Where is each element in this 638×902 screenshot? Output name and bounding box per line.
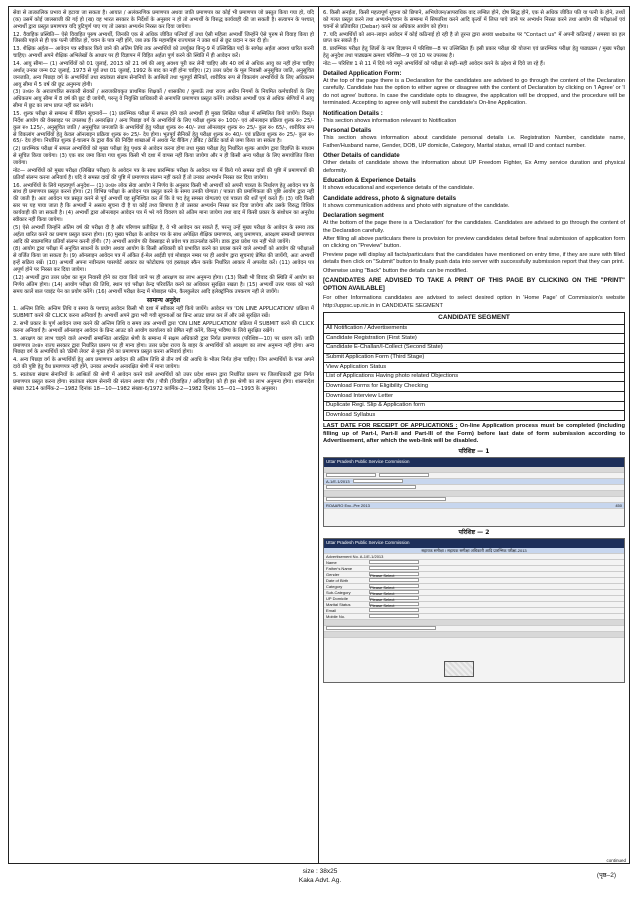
table-row[interactable]: Download Forms for Eligibility Checking [324, 382, 625, 392]
personal-title: Personal Details [323, 127, 372, 135]
captcha-image [444, 661, 474, 677]
item-8: 8. प्रारम्भिक परीक्षा हेतु जिलों के नाम विज्ञापन में परिशिष्ट—8 पर उल्लिखित हैं। इसी प्रकार परीक्षा की योजना एवं प्रारम्भिक परीक्षा हेतु पाठ्यक्रम / मुख्य परीक्षा हेतु अनुदेश तथा पाठ्यक्रम क्रमशः परिशिष्ट—9 एवं 10 पर उपलब्ध है। [323, 46, 625, 60]
table-row[interactable]: Duplicate Regi. Slip & Application form [324, 401, 625, 411]
item-7: 7. यदि अभ्यर्थियों को आन–लाइन आवेदन में कोई कठिनाई हो रही है तो तुरन्त द्वारा अथवा website पर "Contact us" में अपनी कठिनाई / समस्या का हल प्राप्त कर सकते हैं। [323, 31, 625, 45]
table-row[interactable]: Candidate Registration (First State) [324, 334, 625, 344]
item-16b: (5) ऐसे अभ्यर्थी जिन्होंने अंतिम वर्ष की परीक्षा दी है और परिणाम प्रतीक्षित है, वे भी आवेदन कर सकते हैं, परन्तु उन्हें मुख्य परीक्षा के आवेदन के समय तक अर्हता धारित करने का प्रमाण प्रस्तुत करना होगा। (6) मुख्य परीक्षा के आवेदन पत्र के साथ अपेक्षित शैक्षिक प्रमाणपत्र, आयु प्रमाणपत्र, आरक्षण सम्बन्धी प्रमाणपत्र आदि की स्वप्रमाणित प्रतियाँ संलग्न करनी होंगी। (7) अभ्यर्थी आयोग की वेबसाइट से प्रवेश पत्र डाउनलोड करेंगे। डाक द्वारा प्रवेश पत्र नहीं भेजे जायेंगे। [13, 224, 314, 245]
item-15c: नोट— अभ्यर्थियों को मुख्य परीक्षा (लिखित परीक्षा) के आवेदन पत्र के साथ प्रारम्भिक परीक्षा के आवेदन पत्र में किये गये समस्त दावों की पुष्टि में प्रमाणपत्रों की प्रतियाँ संलग्न करना अनिवार्य है। यदि वे समस्त दावों की पुष्टि में प्रमाणपत्र संलग्न नहीं करते हैं तो उनका अभ्यर्थन निरस्त कर दिया जायेगा। [13, 167, 314, 181]
annexure-1-title: परिशिष्ट — 1 [458, 447, 490, 455]
item-15: 15. शुल्क परीक्षा से सम्बन्ध में बैंकिग सूचनायें— (1) प्रारम्भिक परीक्षा में सफल होने वाले अभ्यर्थी ही मुख्य लिखित परीक्षा में सम्मिलित किये जायेंगे। विस्तृत निर्देश आयोग की वेबसाइट पर उपलब्ध हैं। अनारक्षित / अन्य पिछड़ा वर्ग के अभ्यर्थियों के लिए परीक्षा शुल्क रु० 100/- एवं ऑनलाइन प्रक्रिया शुल्क रु० 25/- कुल रु० 125/-, अनुसूचित जाति / अनुसूचित जनजाति के अभ्यर्थियों हेतु परीक्षा शुल्क रु० 40/- तथा ऑनलाइन शुल्क रु० 25/- कुल रु० 65/-, शारीरिक रूप से विकलांग अभ्यर्थियों हेतु केवल ऑनलाइन प्रक्रिया शुल्क रु० 25/- देय होगा। भूतपूर्व सैनिकों हेतु परीक्षा शुल्क रु० 40/- एवं प्रक्रिया शुल्क रु० 25/- कुल रु० 65/- देय होगा। निर्धारित शुल्क ई-चालान के द्वारा बैंक की निर्दिष्ट शाखाओं में अथवा नेट बैंकिंग / डेबिट / क्रेडिट कार्ड से जमा किया जा सकता है। [13, 111, 314, 145]
detailed-form-text: At the top of the page there is a Declaration for the candidates are advised to go through the content of the Declaration carefully. Candidate has the option to either agree or disagree with the content of Declaration by clicking on 'I Agree' or 'I do not agree' buttons. In case the candidate opts to disagree, the application will be dropped, and the procedure will be terminated. Accepting to agree only will submit the candidate's On-line Application. [323, 78, 625, 107]
candidate-segment-table [323, 312, 625, 421]
other-details-title: Other Details of candidate [323, 152, 400, 160]
item-12: 12. वैवाहिक प्रस्थिति— ऐसे विवाहित पुरुष अभ्यर्थी, जिनकी एक से अधिक जीवित पत्नियाँ हों तथा ऐसी महिला अभ्यर्थी जिन्होंने ऐसे पुरुष से विवाह किया हो जिसकी पहले से ही एक पत्नी जीवित हो, चयन के पात्र नहीं होंगे, जब तक कि महामहिम राज्यपाल ने उक्त शर्त से छूट प्रदान न कर दी हो। [13, 31, 314, 45]
declaration-title: Declaration segment [323, 212, 384, 220]
personal-text: This section shows information about candidate personal details i.e. Registration Number, candidate name, Father/Husband name, Gender, DOB, UP domicile, Category, Marital status, email ID and contact number. [323, 135, 625, 149]
table-row[interactable]: Download Syllabus [324, 411, 625, 421]
table-row[interactable]: List of Applications Having photo related Objections [324, 372, 625, 382]
annexure-2-screenshot: Uttar Pradesh Public Service Commission सहायक समीक्षा / सहायक समीक्षा अधिकारी आदि प्रारम्भिक परीक्षा-2013 Advertisement No. A-1/E-1/2013 Name Father's Name Gender Please Select Date of Birth Category Please Select Sub-Category Please Select UP Domicile Please Select Marital Status Please Select Email Mobile No. [323, 538, 625, 683]
item-14: 14. आयु सीमा— (1) अभ्यर्थियों को 01 जुलाई, 2013 को 21 वर्ष की आयु अवश्य पूरी कर लेनी चाहिए और 40 वर्ष से अधिक आयु का नहीं होना चाहिए अर्थात् उनका जन्म 02 जुलाई, 1973 से पूर्व तथा 01 जुलाई, 1992 के बाद का नहीं होना चाहिए। (2) उत्तर प्रदेश के मूल निवासी अनुसूचित जाति, अनुसूचित जनजाति, अन्य पिछड़ा वर्ग के अभ्यर्थियों तथा स्वतंत्रता संग्राम सेनानियों के आश्रितों तथा भूतपूर्व सैनिकों, शारीरिक रूप से विकलांग अभ्यर्थियों के लिए अधिकतम आयु सीमा में 5 वर्ष की छूट अनुमन्य होगी। [13, 61, 314, 88]
table-row[interactable]: Download Interview Letter [324, 392, 625, 402]
notification-text: This section shows information relevant to Notification [323, 117, 457, 124]
footer [0, 868, 638, 898]
exam-fee: 450 [615, 502, 622, 508]
item-6: 6. किसी अनर्हता, किसी महत्वपूर्ण सूचना को छिपाने, अभियोजन/आपराधिक वाद लम्बित होने, दोष सिद्ध होने, एक से अधिक जीवित पति या पत्नी के होने, तथ्यों को गलत प्रस्तुत करने तथा अभ्यर्थन/चयन के सम्बन्ध में सिफारिश करने आदि कृत्यों में लिप्त पाये जाने पर अभ्यर्थन निरस्त करने तथा आयोग की परीक्षाओं एवं चयनों से प्रतिवारित (Debar) करने का अधिकार आयोग को होगा। [323, 10, 625, 30]
candidate-address-text: It shows communication address and photo with signature of the candidate. [323, 202, 510, 209]
item-14b: (3) उ०प्र० के अराजपत्रित सरकारी सेवकों / अराजकीयकृत प्राथमिक शिक्षकों / शासकीय / कुमाऊँ तथा राज्य अधीन निगमों के नियमित कर्मचारियों के लिए अधिकतम आयु सीमा में 8 वर्ष की छूट दी जायेगी, परन्तु वे नियुक्ति प्राधिकारी से अनापत्ति प्रमाणपत्र प्रस्तुत करेंगे। उपरोक्त अभ्यर्थी एक से अधिक श्रेणियों में आयु सीमा में छूट का लाभ प्राप्त नहीं कर सकेंगे। [13, 89, 314, 110]
note: नोट:— परिशिष्ट 1 से 11 में दिये गये नमूने अभ्यर्थियों को परीक्षा से सही–सही आवेदन करने के उद्देश्य से दिये जा रहे हैं। [323, 61, 545, 68]
general-instructions-title: सामान्य अनुदेश [146, 297, 181, 305]
education-title: Education & Experience Details [323, 177, 416, 184]
table-row[interactable]: Candidate E-Challan/I-Collect (Second State) [324, 343, 625, 353]
general-4: 4. अन्य पिछड़ा वर्ग के अभ्यर्थियों हेतु आय प्रमाणपत्र आवेदन की अंतिम तिथि से तीन वर्ष की अवधि के भीतर निर्गत होना चाहिए। जिन अभ्यर्थियों के पास अपने दावे की पुष्टि हेतु वैध प्रमाणपत्र नहीं होंगे, उनका अभ्यर्थन अनारक्षित श्रेणी में माना जायेगा। [13, 357, 314, 371]
notification-title: Notification Details : [323, 109, 383, 117]
advt-number: Advertisement No. A-1/E-1/2013 [324, 554, 624, 560]
preview-text: Preview page will display all facts/particulars that the candidates have mentioned on entry time, if they are sure with filled details then click on "Submit" button to finally push data into server with successfully submission report that they can print. [323, 251, 625, 266]
detailed-form-title: Detailed Application Form: [323, 69, 402, 77]
table-row[interactable]: Submit Application Form (Third Stage) [324, 353, 625, 363]
item-16c: (8) आयोग द्वारा परीक्षा में अनुचित साधनों के प्रयोग अथवा आयोग के किसी अधिकारी को प्रभावित करने का प्रयास करने वाले अभ्यर्थी को आयोग की परीक्षाओं से वर्जित किया जा सकता है। (9) ऑनलाइन आवेदन पत्र में अंकित ई-मेल आईडी एवं मोबाइल नम्बर पर ही आयोग द्वारा सूचनाएं प्रेषित की जायेंगी, अतः अभ्यर्थी इन्हें सक्रिय रखें। (10) अभ्यर्थी अपना नवीनतम पासपोर्ट आकार का फोटोग्राफ एवं हस्ताक्षर स्कैन करके निर्धारित आकार में अपलोड करें। (11) आवेदन पत्र अपूर्ण होने पर निरस्त कर दिया जायेगा। [13, 246, 314, 273]
last-date-notice: LAST DATE FOR RECEIPT OF APPLICATIONS : On-line Application process must be completed (including filling up of Part-I, Part-II and Part-III of the Form) before last date of form submission according to Advertisement, after which the web-link will be disabled. [323, 423, 625, 445]
item-16d: (12) अभ्यर्थी द्वारा उत्तर प्रदेश का मूल निवासी होने का दावा किये जाने पर ही आरक्षण का लाभ अनुमन्य होगा। (13) किसी भी विवाद की स्थिति में आयोग का निर्णय अंतिम होगा। (14) आयोग परीक्षा की तिथि, स्थान एवं परीक्षा केन्द्र परिवर्तित करने का अधिकार सुरक्षित रखता है। (15) अभ्यर्थी उत्तर पत्रक को भरते समय कालें बाल प्वाइंट पेन का प्रयोग करेंगे। (16) अभ्यर्थी परीक्षा केन्द्र में मोबाइल फोन, कैलकुलेटर आदि इलेक्ट्रॉनिक उपकरण नहीं ले जायेंगे। [13, 274, 314, 295]
segment-header: CANDIDATE SEGMENT [324, 313, 625, 325]
continued-label: continued [606, 858, 626, 863]
left-column [9, 7, 319, 863]
general-3: 3. आरक्षण का लाभ चाहने वाले अभ्यर्थी सम्बन्धित आरक्षित श्रेणी के सम्बन्ध में सक्षम अधिकारी द्वारा निर्गत प्रमाणपत्र (परिशिष्ट—10) पर धारण करें। जाति प्रमाणपत्र उ०प्र० राज्य सरकार द्वारा निर्धारित प्रारूप पर ही मान्य होगा। उत्तर प्रदेश राज्य के बाहर के अभ्यर्थियों को आरक्षण का लाभ अनुमन्य नहीं होगा। अन्य पिछड़ा वर्ग के अभ्यर्थियों को 'क्रीमी लेयर' से मुक्त होने का प्रमाणपत्र प्रस्तुत करना अनिवार्य होगा। [13, 335, 314, 356]
page-number: (पृष्ठ–2) [596, 872, 616, 879]
screenshot-banner: Uttar Pradesh Public Service Commission [324, 458, 624, 467]
general-5: 5. स्वतंत्रता संग्राम सेनानियों के आश्रितों की श्रेणी में आवेदन करने वाले अभ्यर्थियों को उत्तर प्रदेश शासन द्वारा निर्धारित प्रारूप पर जिलाधिकारी द्वारा निर्गत प्रमाणपत्र प्रस्तुत करना होगा। स्वतंत्रता संग्राम सेनानी की संतान अथवा पौत्र / पौत्री (विवाहित / अविवाहित) को ही इस श्रेणी का लाभ अनुमन्य होगा। शासनादेश संख्या 3214 कार्मिक-2—1982 दिनांक 18—10—1982 संख्या-6/1972 कार्मिक-2—1982 दिनांक 15—01—1993 के अनुसार। [13, 372, 314, 392]
general-1: 1. अन्तिम तिथि: अन्तिम तिथि व समय के पश्चात् आवेदन किसी भी दशा में स्वीकार नहीं किये जायेंगे। आवेदन पत्र 'ON LINE APPLICATION' प्रक्रिया में SUBMIT करने की CLICK करना अनिवार्य है। अभ्यर्थी अपने द्वारा भरी गयी सूचनाओं का प्रिन्ट आउट प्राप्त कर लें और उसे सुरक्षित रखें। [13, 306, 314, 320]
education-text: It shows educational and experience details of the candidate. [323, 185, 475, 192]
other-details-text: Other details of candidate shows the information about UP Freedom Fighter, Ex Army service duration and physical deformity. [323, 160, 625, 174]
right-column [319, 7, 629, 863]
candidate-address-title: Candidate address, photo & signature details [323, 194, 457, 202]
item-13: 13. शैक्षिक अर्हता— आवेदन पत्र स्वीकार किये जाने की अंतिम तिथि तक अभ्यर्थियों को उपर्युक्त बिन्दु-9 में उल्लिखित पदों के सापेक्ष अर्हता अवश्य धारित करनी चाहिए। अभ्यर्थी अपने शैक्षिक अभिलेखों के आधार पर ही विज्ञापन में विहित अर्हता पूर्ण करने की स्थिति में ही आवेदन करें। [13, 46, 314, 60]
item-16: 16. अभ्यर्थियों के लिये महत्वपूर्ण अनुदेश— (1) उ०प्र० लोक सेवा आयोग ने निर्णय के अनुसार किसी भी अभ्यर्थी को अपनी पात्रता के निर्धारण हेतु आवेदन पत्र के साथ ही प्रमाणपत्र प्रस्तुत करना होगा। (2) विभिन्न परीक्षा के आवेदन पत्र प्रस्तुत करने के समय उनकी योग्यता / पात्रता की प्रमाणिकता की पुष्टि आयोग द्वारा नहीं की जाती है। अतः आवेदन पत्र प्रस्तुत करने से पूर्व अभ्यर्थी यह सुनिश्चित कर लें कि वे पद हेतु समस्त योग्यताएं एवं पात्रता की शर्तें पूर्ण करते हैं। (3) यदि किसी स्तर पर यह पाया जाता है कि अभ्यर्थी ने असत्य सूचना दी है या कोई तथ्य छिपाया है तो उसका अभ्यर्थन निरस्त कर दिया जायेगा और उसके विरुद्ध विधिक कार्यवाही की जा सकती है। (4) अभ्यर्थी द्वारा ऑनलाइन आवेदन पत्र में भरे गये विवरण को अंतिम माना जायेगा तथा बाद में किसी प्रकार के संशोधन का अनुरोध स्वीकार नहीं किया जायेगा। [13, 182, 314, 223]
exam-heading: सहायक समीक्षा / सहायक समीक्षा अधिकारी आदि प्रारम्भिक परीक्षा-2013 [324, 548, 624, 554]
declaration-text: At the bottom of the page there is a 'Declaration' for the candidates. Candidates are advised to go through the content of the Declaration carefully. [323, 220, 625, 234]
table-row[interactable]: View Application Status [324, 363, 625, 373]
screenshot-banner-2: Uttar Pradesh Public Service Commission [324, 539, 624, 548]
item-15b: (2) प्रारम्भिक परीक्षा में सफल अभ्यर्थियों को मुख्य परीक्षा हेतु पृथक से आवेदन करना होगा तथा मुख्य परीक्षा हेतु निर्धारित शुल्क आयोग द्वारा विज्ञप्ति के माध्यम से सूचित किया जायेगा। (3) एक बार जमा किया गया शुल्क किसी भी दशा में वापस नहीं किया जायेगा और न ही किसी अन्य परीक्षा के लिए समायोजित किया जायेगा। [13, 146, 314, 167]
general-2: 2. सभी प्रकार के पूर्ण आवेदन जमा करने की अन्तिम तिथि व समय तक अभ्यर्थी द्वारा 'ON LINE APPLICATION' प्रक्रिया में SUBMIT करने की CLICK करना अनिवार्य है। अभ्यर्थी ऑनलाइन आवेदन के प्रिन्ट आउट को आयोग कार्यालय को प्रेषित नहीं करेंगे, किन्तु भविष्य के लिये सुरक्षित रखेंगे। [13, 321, 314, 334]
agency-name: Kaka Advt. Ag. [298, 876, 342, 884]
table-row[interactable]: All Notification / Advertisements [324, 324, 625, 334]
advt-code: A-1/E-1/2013 [326, 478, 350, 484]
exam-code: ROAARO Exc.-Pre 2013 [326, 502, 370, 508]
annexure-2-title: परिशिष्ट — 2 [458, 528, 490, 536]
annexure-1-screenshot [323, 457, 625, 527]
back-text: Otherwise using "Back" button the details can be modified. [323, 267, 468, 274]
print-advice: [CANDIDATES ARE ADVISED TO TAKE A PRINT OF THIS PAGE BY CLICKING ON THE "PRINT" OPTION AVAILABLE] [323, 276, 625, 293]
other-info-text: For other Informations candidates are advised to select desired option in 'Home Page' of Commission's website http://uppsc.up.nic.in in CANDIDATE SEGMENT [323, 295, 625, 309]
document-page [8, 6, 630, 864]
declaration-text-2: After filling all above particulars there is provision for preview candidates detail before final submission of application form on clicking on "Preview" button. [323, 236, 625, 250]
ad-size: size : 38x25 Kaka Advt. Ag. [270, 868, 370, 885]
para-1: सेवा से तात्कालिक प्रभाव से हटाया जा सकता है। आयात / अलंकरणिक प्रमाणपत्र अथवा जाति प्रमाणपत्र का कोई भी प्रमाणपत्र जो प्रस्तुत किया गया हो, यदि (क) उसमें कोई जालसाजी की गई हो (ख) वह भारत सरकार के निर्देशों के अनुसार न हो तो अभ्यर्थी के विरुद्ध कार्यवाही की जा सकती है। सत्यापन के पश्चात् अभ्यर्थी द्वारा प्रस्तुत प्रमाणपत्र यदि त्रुटिपूर्ण पाए गए तो उसका अभ्यर्थन निरस्त कर दिया जायेगा। [13, 10, 314, 30]
